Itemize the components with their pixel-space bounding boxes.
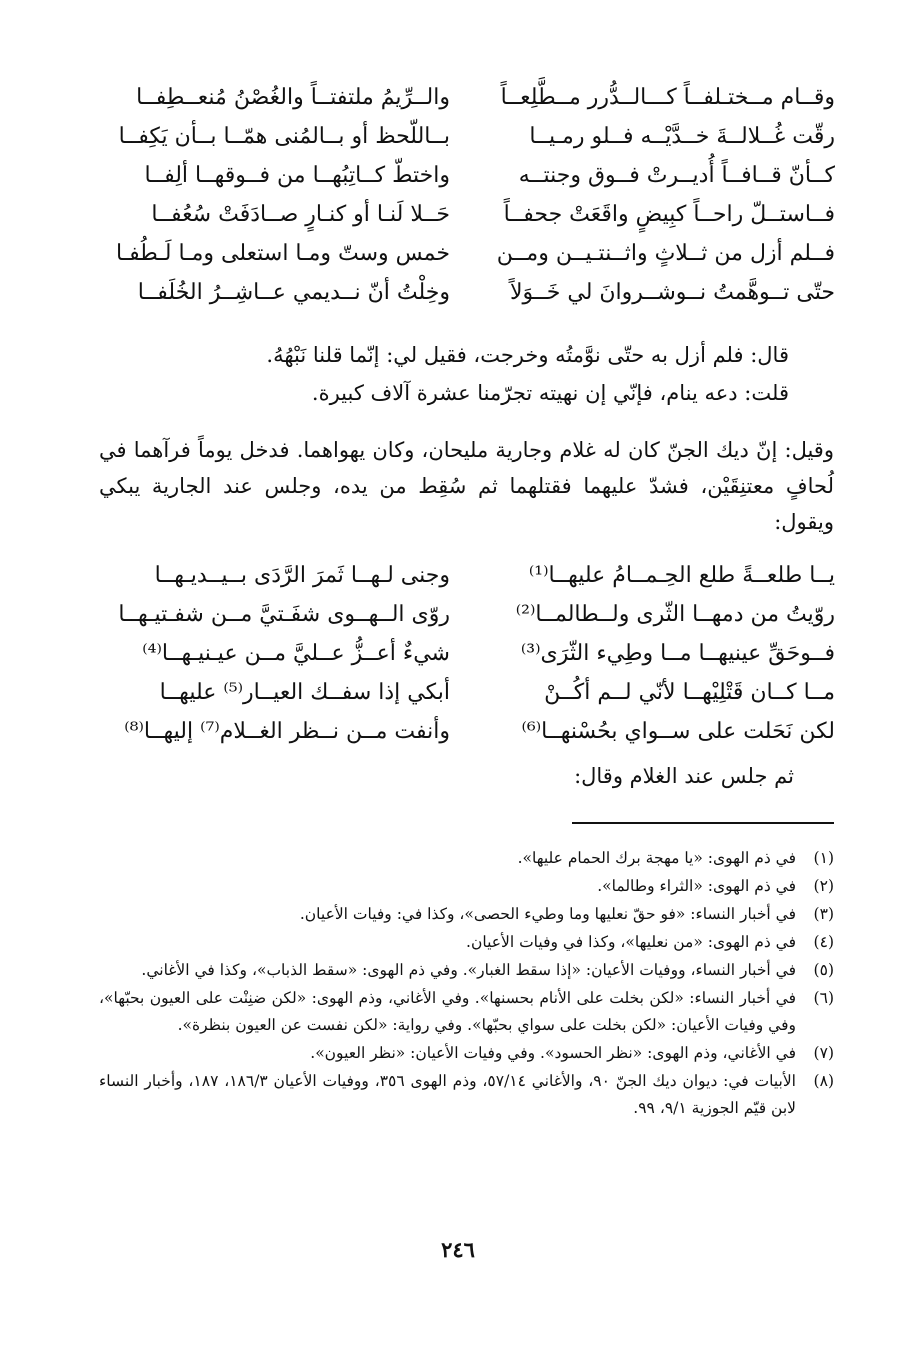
verse-first-hemistich: فــوحَقِّ عينيهــا مــا وطِيء الثّرَى⁽³⁾ — [520, 641, 835, 666]
verse-second-hemistich: خمس وستّ ومـا استعلى ومـا لَـطُفـا — [116, 241, 450, 266]
verse-first-hemistich: مــا كــان قَتْلِيْهــا لأنّي لــم أكُــنْ — [544, 680, 835, 705]
footnote-text: في أخبار النساء، ووفيات الأعيان: «إذا سقط الغبار». وفي ذم الهوى: «سقط الذباب»، وكذا في الأغاني. — [141, 961, 796, 979]
paragraph-text: قلت: دعه ينام، فإنّي إن نهيته تجرّمنا عشرة آلاف كبيرة. — [311, 381, 789, 405]
page-number: ٢٤٦ — [441, 1237, 475, 1262]
verse-second-hemistich: أبكي إذا سفــك العيــار⁽⁵⁾ عليهــا — [159, 680, 450, 705]
verse-second-hemistich: واختطّ كــاتِبُهــا من فــوقهــا ألِفــا — [144, 163, 450, 188]
verse-first-hemistich: رقّت غُــلالــةَ خــدَّيْــه فــلو رمـيــا — [529, 124, 835, 149]
verse-first-hemistich: لكن نَحَلت على ســواي بحُسْنهــا⁽⁶⁾ — [521, 719, 835, 744]
footnote-number: (١) — [813, 849, 834, 867]
poem-verse — [90, 558, 835, 597]
verse-first-hemistich: كــأنّ قــافــاً أُديــرتْ فــوق وجنتــه — [518, 163, 835, 188]
footnote-number: (٤) — [813, 933, 834, 951]
poem-verse — [90, 275, 835, 314]
poem-verse — [90, 714, 835, 753]
paragraph-text: ثم جلس عند الغلام وقال: — [574, 764, 794, 788]
verse-second-hemistich: حَــلا لَنـا أو كنـارٍ صــادَفَتْ سُعُفــا — [151, 202, 450, 227]
footnote — [99, 1068, 834, 1122]
verse-first-hemistich: حتّى تــوهَّمتُ نــوشــروانَ لي خَــوَلاً — [509, 280, 835, 305]
footnote-number: (٧) — [813, 1044, 834, 1062]
footnote-text: الأبيات في: ديوان ديك الجنّ ٩٠، والأغاني ٥٧/١٤، وذم الهوى ٣٥٦، ووفيات الأعيان ١٨٦/٣، ١٨٧، وأخبار النساء لابن قيّم الجوزية ٩/١، ٩٩. — [99, 1072, 796, 1117]
footnote-text: في أخبار النساء: «فو حقّ نعليها وما وطيء الحصى»، وكذا في: وفيات الأعيان. — [299, 905, 796, 923]
verse-first-hemistich: فــاستــلّ راحــاً كبِيضٍ واقَعَتْ جحفــاً — [503, 202, 835, 227]
poem-verse — [90, 597, 835, 636]
verse-first-hemistich: يــا طلعــةً طلع الحِـمــامُ عليهــا⁽¹⁾ — [528, 563, 835, 588]
poem-verse — [90, 636, 835, 675]
footnote-number: (٨) — [813, 1072, 834, 1090]
footnote — [99, 957, 834, 984]
verse-second-hemistich: روّى الــهــوى شفَـتيَّ مــن شفـتيـهــا — [118, 602, 450, 627]
verse-first-hemistich: روّيتُ من دمهــا الثّرى ولــطالمــا⁽²⁾ — [515, 602, 835, 627]
footnote-text: في ذم الهوى: «الثراء وطالما». — [597, 877, 796, 895]
paragraph-text: قال: فلم أزل به حتّى نوَّمتُه وخرجت، فقيل لي: إنّما قلنا نَبْهُهُ. — [266, 343, 789, 367]
poem-1 — [90, 80, 835, 314]
verse-second-hemistich: وجنى لـهــا ثَمرَ الرَّدَى بــيــديـهــا — [154, 563, 450, 588]
footnote-text: في أخبار النساء: «لكن بخلت على الأنام بحسنها». وفي الأغاني، وذم الهوى: «لكن ضنِنْت على العيون بحبّها»، وفي وفيات الأعيان: «لكن بخلت على سواي بحبّها». وفي رواية: «لكن نفست عن العيون بنظرة». — [99, 989, 796, 1034]
verse-second-hemistich: وخِلْتُ أنّ نــديمي عــاشِــرُ الخُلَفــا — [137, 280, 450, 305]
verse-second-hemistich: شيءٌ أعــزُّ عــليَّ مــن عيـنيـهــا⁽⁴⁾ — [142, 641, 450, 666]
verse-second-hemistich: والــرِّيمُ ملتفتــاً والغُصْنُ مُنعــطِفــا — [136, 85, 450, 110]
poem-verse — [90, 158, 835, 197]
poem-verse — [90, 197, 835, 236]
footnote — [99, 873, 834, 900]
paragraph-qultu — [99, 375, 834, 411]
paragraph-qila: وقيل: إنّ ديك الجنّ كان له غلام وجارية مليحان، وكان يهواهما. فدخل يوماً فرآهما في لُحافٍ معتنِقَيْن، فشدّ عليهما فقتلهما ثم سُقِط من يده، وجلس عند الجارية يبكي ويقول: — [99, 438, 834, 534]
footnote — [99, 985, 834, 1039]
footnote — [99, 845, 834, 872]
footnote-number: (٣) — [813, 905, 834, 923]
footnotes — [99, 845, 834, 1123]
footnote-text: في الأغاني، وذم الهوى: «نظر الحسود». وفي وفيات الأعيان: «نظر العيون». — [310, 1044, 796, 1062]
poem-verse — [90, 80, 835, 119]
paragraph-qala — [99, 337, 834, 373]
footnote-divider — [572, 822, 834, 824]
poem-verse — [90, 236, 835, 275]
footnote-number: (٥) — [813, 961, 834, 979]
paragraph-thumma — [99, 758, 834, 794]
verse-first-hemistich: فــلم أزل من ثــلاثٍ واثــنتـيــن ومــن — [496, 241, 835, 266]
footnote-text: في ذم الهوى: «من نعليها»، وكذا في وفيات الأعيان. — [466, 933, 796, 951]
poem-verse — [90, 119, 835, 158]
footnote-number: (٢) — [813, 877, 834, 895]
verse-second-hemistich: وأنفت مــن نــظر الغــلام⁽⁷⁾ إليهــا⁽⁸⁾ — [124, 719, 450, 744]
footnote-number: (٦) — [813, 989, 834, 1007]
footnote — [99, 901, 834, 928]
footnote — [99, 1040, 834, 1067]
footnote — [99, 929, 834, 956]
poem-verse — [90, 675, 835, 714]
footnote-text: في ذم الهوى: «يا مهجة برك الحمام عليها». — [517, 849, 796, 867]
poem-2 — [90, 558, 835, 753]
verse-first-hemistich: وقــام مــختـلفــاً كـــالــدُّرر مــطَّلِعــاً — [500, 85, 835, 110]
verse-second-hemistich: بــاللّحظ أو بــالمُنى همّــا بــأن يَكِفــا — [118, 124, 450, 149]
